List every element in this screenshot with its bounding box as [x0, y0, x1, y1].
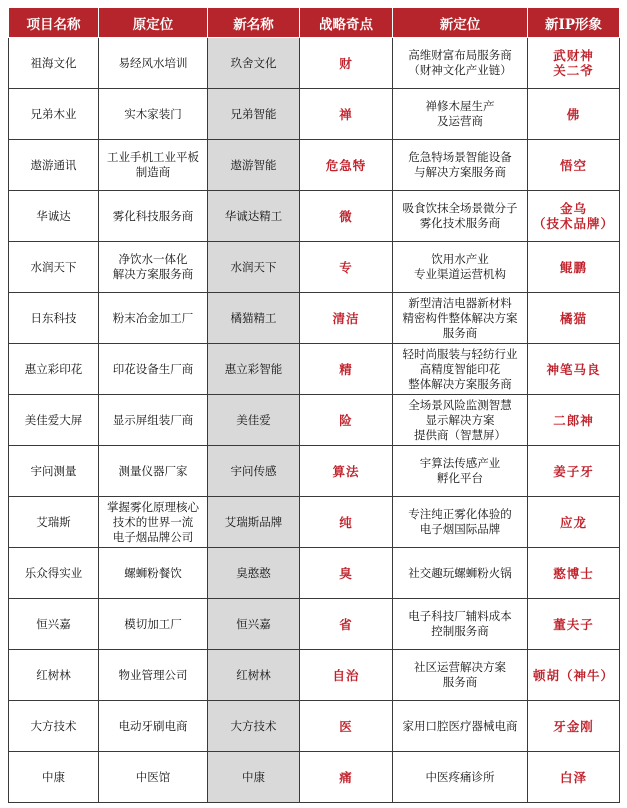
table-row: [9, 548, 620, 599]
new-ip-cell: 鲲鹏: [528, 242, 620, 293]
original-position-cell: 显示屏组装厂商: [99, 395, 208, 446]
new-position-cell: 家用口腔医疗器械电商: [393, 701, 528, 752]
new-name-cell: 宇问传感: [208, 446, 300, 497]
new-position-cell: 中医疼痛诊所: [393, 752, 528, 803]
header-project-name: 项目名称: [9, 8, 99, 38]
header-strategic-point: 战略奇点: [300, 8, 393, 38]
strategic-point-cell: 险: [300, 395, 393, 446]
new-name-cell: 兄弟智能: [208, 89, 300, 140]
project-name-cell: 祖海文化: [9, 38, 99, 89]
new-ip-cell: 应龙: [528, 497, 620, 548]
new-name-cell: 玖舍文化: [208, 38, 300, 89]
strategic-point-cell: 财: [300, 38, 393, 89]
project-name-cell: 中康: [9, 752, 99, 803]
original-position-cell: 掌握雾化原理核心 技术的世界一流 电子烟品牌公司: [99, 497, 208, 548]
new-name-cell: 艾瑞斯品牌: [208, 497, 300, 548]
strategy-table: [8, 7, 620, 803]
strategic-point-cell: 精: [300, 344, 393, 395]
table-row: [9, 89, 620, 140]
strategic-point-cell: 臭: [300, 548, 393, 599]
new-ip-cell: 牙金刚: [528, 701, 620, 752]
project-name-cell: 乐众得实业: [9, 548, 99, 599]
new-position-cell: 电子科技厂辅料成本 控制服务商: [393, 599, 528, 650]
new-name-cell: 橘猫精工: [208, 293, 300, 344]
header-new-ip: 新IP形象: [528, 8, 620, 38]
table-row: [9, 599, 620, 650]
new-ip-cell: 白泽: [528, 752, 620, 803]
strategic-point-cell: 痛: [300, 752, 393, 803]
project-name-cell: 大方技术: [9, 701, 99, 752]
strategic-point-cell: 禅: [300, 89, 393, 140]
strategic-point-cell: 专: [300, 242, 393, 293]
strategic-point-cell: 自治: [300, 650, 393, 701]
strategic-point-cell: 医: [300, 701, 393, 752]
table-row: [9, 140, 620, 191]
project-name-cell: 华诚达: [9, 191, 99, 242]
project-name-cell: 兄弟木业: [9, 89, 99, 140]
original-position-cell: 测量仪器厂家: [99, 446, 208, 497]
original-position-cell: 易经风水培训: [99, 38, 208, 89]
new-ip-cell: 武财神 关二爷: [528, 38, 620, 89]
original-position-cell: 中医馆: [99, 752, 208, 803]
strategic-point-cell: 微: [300, 191, 393, 242]
table-row: [9, 752, 620, 803]
new-name-cell: 水润天下: [208, 242, 300, 293]
new-position-cell: 社交趣玩螺蛳粉火锅: [393, 548, 528, 599]
strategic-point-cell: 清洁: [300, 293, 393, 344]
new-position-cell: 新型清洁电器新材料 精密构件整体解决方案 服务商: [393, 293, 528, 344]
project-name-cell: 恒兴嘉: [9, 599, 99, 650]
table-row: [9, 242, 620, 293]
new-name-cell: 惠立彩智能: [208, 344, 300, 395]
table-row: [9, 395, 620, 446]
new-position-cell: 禅修木屋生产 及运营商: [393, 89, 528, 140]
new-ip-cell: 董夫子: [528, 599, 620, 650]
project-name-cell: 遨游通讯: [9, 140, 99, 191]
new-position-cell: 危急特场景智能设备 与解决方案服务商: [393, 140, 528, 191]
table-row: [9, 293, 620, 344]
new-ip-cell: 神笔马良: [528, 344, 620, 395]
header-new-position: 新定位: [393, 8, 528, 38]
original-position-cell: 工业手机工业平板 制造商: [99, 140, 208, 191]
new-ip-cell: 金乌 （技术品牌）: [528, 191, 620, 242]
new-name-cell: 遨游智能: [208, 140, 300, 191]
original-position-cell: 粉末冶金加工厂: [99, 293, 208, 344]
new-ip-cell: 姜子牙: [528, 446, 620, 497]
header-new-name: 新名称: [208, 8, 300, 38]
new-ip-cell: 憨博士: [528, 548, 620, 599]
new-position-cell: 吸食饮抹全场景微分子 雾化技术服务商: [393, 191, 528, 242]
header-original-position: 原定位: [99, 8, 208, 38]
original-position-cell: 电动牙刷电商: [99, 701, 208, 752]
new-name-cell: 红树林: [208, 650, 300, 701]
table-row: [9, 38, 620, 89]
original-position-cell: 雾化科技服务商: [99, 191, 208, 242]
new-ip-cell: 佛: [528, 89, 620, 140]
new-name-cell: 恒兴嘉: [208, 599, 300, 650]
table-header-row: [9, 8, 620, 38]
strategic-point-cell: 省: [300, 599, 393, 650]
new-position-cell: 高维财富布局服务商 （财神文化产业链）: [393, 38, 528, 89]
strategic-point-cell: 算法: [300, 446, 393, 497]
new-ip-cell: 顿胡（神牛）: [528, 650, 620, 701]
project-name-cell: 红树林: [9, 650, 99, 701]
table-row: [9, 701, 620, 752]
new-position-cell: 轻时尚服装与轻纺行业 高精度智能印花 整体解决方案服务商: [393, 344, 528, 395]
original-position-cell: 模切加工厂: [99, 599, 208, 650]
project-name-cell: 惠立彩印花: [9, 344, 99, 395]
new-ip-cell: 二郎神: [528, 395, 620, 446]
new-position-cell: 全场景风险监测智慧 显示解决方案 提供商（智慧屏）: [393, 395, 528, 446]
new-ip-cell: 橘猫: [528, 293, 620, 344]
new-name-cell: 美佳爱: [208, 395, 300, 446]
new-name-cell: 大方技术: [208, 701, 300, 752]
new-name-cell: 臭憨憨: [208, 548, 300, 599]
original-position-cell: 螺蛳粉餐饮: [99, 548, 208, 599]
new-position-cell: 宇算法传感产业 孵化平台: [393, 446, 528, 497]
table-body: [9, 38, 620, 803]
original-position-cell: 实木家装门: [99, 89, 208, 140]
new-ip-cell: 悟空: [528, 140, 620, 191]
original-position-cell: 印花设备生厂商: [99, 344, 208, 395]
new-position-cell: 专注纯正雾化体验的 电子烟国际品牌: [393, 497, 528, 548]
table-row: [9, 497, 620, 548]
strategic-point-cell: 危急特: [300, 140, 393, 191]
table-row: [9, 446, 620, 497]
original-position-cell: 物业管理公司: [99, 650, 208, 701]
project-name-cell: 日东科技: [9, 293, 99, 344]
strategic-point-cell: 纯: [300, 497, 393, 548]
project-name-cell: 水润天下: [9, 242, 99, 293]
new-position-cell: 社区运营解决方案 服务商: [393, 650, 528, 701]
project-name-cell: 宇问测量: [9, 446, 99, 497]
table-row: [9, 191, 620, 242]
project-name-cell: 美佳爱大屏: [9, 395, 99, 446]
new-name-cell: 华诚达精工: [208, 191, 300, 242]
original-position-cell: 净饮水一体化 解决方案服务商: [99, 242, 208, 293]
table-row: [9, 650, 620, 701]
new-name-cell: 中康: [208, 752, 300, 803]
new-position-cell: 饮用水产业 专业渠道运营机构: [393, 242, 528, 293]
table-row: [9, 344, 620, 395]
project-name-cell: 艾瑞斯: [9, 497, 99, 548]
